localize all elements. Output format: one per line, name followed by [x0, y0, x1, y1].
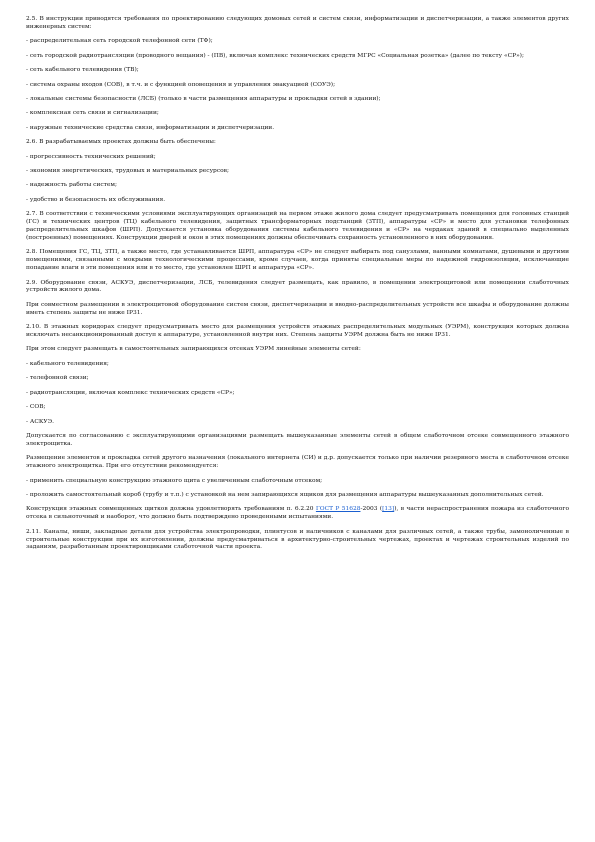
- paragraph-with-links: [26, 506, 569, 522]
- paragraph-2-7: 2.7. В соответствии с техническими условиями эксплуатирующих организаций на первом этаже жилого дома следует предусматривать помещения для головных станций (ГС) и технических центров (ТЦ) кабельного телевидения, защитных трансформаторных подстанций (ЗТП), аппаратуры «СР» и место для установки телефонных распределительных шкафов (ШРП). Допускается установка оборудования системы кабельного телевидения и «СР» на чердаках зданий в специально выделенных (построенных) помещениях. Конструкции дверей и окон в этих помещениях должны обеспечивать сохранность установленного в них оборудования.: [26, 211, 569, 241]
- list-item: - сеть городской радиотрансляции (проводного вещания) - (ПВ), включая комплекс технических средств МГРС «Социальная розетка» (далее по тексту «СР»);: [26, 52, 524, 59]
- list-item: - наружные технические средства связи, информатизации и диспетчеризации.: [26, 124, 275, 131]
- list-item: - прогрессивность технических решений;: [26, 153, 156, 160]
- list-item: - локальные системы безопасности (ЛСБ) (только в части размещения аппаратуры и прокладки сетей в здании);: [26, 95, 381, 102]
- list-item: - радиотрансляции, включая комплекс технических средств «СР»;: [26, 389, 235, 396]
- text-run: Конструкция этажных совмещенных щитков должна удовлетворять требованиям п. 6.2.20: [26, 506, 316, 513]
- paragraph-2-9: 2.9. Оборудование связи, АСКУЭ, диспетчеризации, ЛСБ, телевидения следует размещать, как правило, в помещении электрощитовой или помещении слаботочных устройств жилого дома.: [26, 279, 569, 294]
- paragraph-2-5: 2.5. В инструкции приводятся требования по проектированию следующих домовых сетей и систем связи, информатизации и диспетчеризации, а также элементов других инженерных систем:: [26, 16, 569, 30]
- list-item: - телефонной связи;: [26, 375, 89, 382]
- list-item: - АСКУЭ.: [26, 418, 55, 425]
- list-item: - сеть кабельного телевидения (ТВ);: [26, 67, 139, 74]
- text-run: -2003 (: [360, 506, 383, 513]
- list-item: - экономия энергетических, трудовых и материальных ресурсов;: [26, 167, 229, 174]
- list-item: - применить специальную конструкцию этажного щита с увеличенным слаботочным отсеком;: [26, 477, 323, 484]
- reference-link[interactable]: [13]: [382, 506, 395, 513]
- paragraph-2-10: 2.10. В этажных коридорах следует предусматривать место для размещения устройств этажных распределительных модульных (УЭРМ), конструкция которых должна исключать несанкционированный доступ к аппаратуре, установленной внутри них. Степень защиты УЭРМ должна быть не ниже IP31.: [26, 324, 569, 339]
- text-run: ), в части нераспространения пожара из слаботочного отсека в сильноточный и наоборот, что должно быть подтверждено проведенными испытаниями.: [26, 506, 569, 521]
- list-item: - комплексная сеть связи и сигнализации;: [26, 110, 159, 117]
- paragraph: Допускается по согласованию с эксплуатирующими организациями размещать вышеуказанные элементы сетей в общем слаботочном отсеке совмещенного этажного электрощитка.: [26, 432, 569, 447]
- list-item: - СОВ;: [26, 404, 46, 411]
- list-item: - проложить самостоятельный короб (трубу и т.п.) с установкой на нем запирающихся ящиков для размещения аппаратуры вышеуказанных дополнительных сетей.: [26, 491, 544, 498]
- gost-link[interactable]: ГОСТ Р 51628: [315, 506, 361, 513]
- paragraph: При совместном размещении в электрощитовой оборудование систем связи, диспетчеризации и вводно-распределительных устройств все шкафы и оборудование должны иметь степень защиты не ниже IP31.: [26, 301, 569, 316]
- paragraph: Размещение элементов и прокладка сетей другого назначения (локального интернета (СИ) и д.р. допускается только при наличии резервного места в слаботочном отсеке этажного электрощитка. При его отсутствии рекомендуется:: [26, 455, 569, 470]
- list-item: - надежность работы систем;: [26, 182, 117, 189]
- paragraph-2-6: 2.6. В разрабатываемых проектах должны быть обеспечены:: [26, 139, 216, 146]
- paragraph: При этом следует размещать в самостоятельных запирающихся отсеках УЭРМ линейные элементы сетей:: [26, 346, 361, 353]
- list-item: - система охраны входов (СОВ), в т.ч. и с функцией оповещения и управления эвакуацией (СОУЭ);: [26, 81, 336, 88]
- list-item: - распределительная сеть городской телефонной сети (ТФ);: [26, 38, 213, 45]
- list-item: - удобство и безопасность их обслуживания.: [26, 196, 166, 203]
- list-item: - кабельного телевидения;: [26, 360, 109, 367]
- paragraph-2-8: 2.8. Помещения ГС, ТЦ, ЗТП, а также место, где устанавливается ШРП, аппаратура «СР» не следует выбирать под санузлами, ванными комнатами, душевыми и другими помещениями, связанными с мокрыми технологическими процессами, кроме случаев, когда приняты специальные меры по надежной гидроизоляции, исключающие попадание влаги в эти помещения или в то место, где установлен ШРП и аппаратура «СР».: [26, 249, 569, 272]
- paragraph-2-11: 2.11. Каналы, ниши, закладные детали для устройства электропроводки, плинтусов и наличников с каналами для различных сетей, а также трубы, замоноличенные в строительные конструкции при их изготовлении, должны предусматриваться в архитектурно-строительных чертежах, проектах и чертежах строительных изделий по заданиям, разработанным проектировщиками слаботочной части проекта.: [26, 528, 569, 551]
